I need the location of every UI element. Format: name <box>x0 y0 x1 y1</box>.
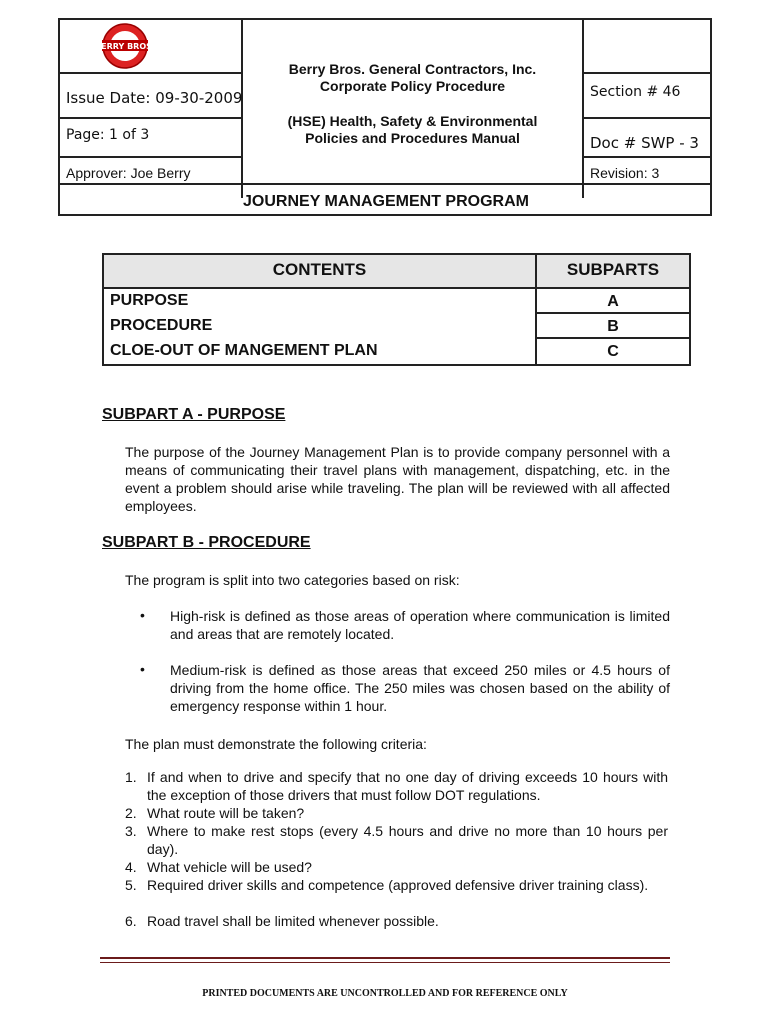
contents-table <box>102 253 691 366</box>
subpart-b-heading: SUBPART B - PROCEDURE <box>102 534 311 551</box>
subpart-a-heading: SUBPART A - PURPOSE <box>102 406 286 423</box>
row-label: PROCEDURE <box>104 314 537 339</box>
footer-notice: PRINTED DOCUMENTS ARE UNCONTROLLED AND FOR REFERENCE ONLY <box>202 988 568 999</box>
criteria-number: 2. <box>125 805 137 821</box>
criteria-number: 6. <box>125 913 137 929</box>
row-subpart: C <box>607 343 619 360</box>
page-indicator: Page: 1 of 3 <box>66 127 150 143</box>
table-row <box>104 289 689 314</box>
criteria-number: 1. <box>125 769 137 785</box>
table-header-row <box>104 255 689 289</box>
row-subpart: B <box>537 314 689 339</box>
company-logo <box>90 22 160 72</box>
criteria-item: Where to make rest stops (every 4.5 hours and drive no more than 10 hours per day). <box>147 823 668 857</box>
row-label: PURPOSE <box>104 289 537 314</box>
policy-type: Corporate Policy Procedure <box>319 78 506 94</box>
criteria-intro: The plan must demonstrate the following criteria: <box>125 736 427 752</box>
criteria-item: What route will be taken? <box>147 805 305 821</box>
subpart-a-text: The purpose of the Journey Management Plan is to provide company personnel with a means of communicating their travel plans with management, dispatching, etc. in the event a problem should arise while traveling. The plan will be reviewed with all affected employees. <box>125 444 670 514</box>
subpart-b-intro: The program is split into two categories based on risk: <box>125 572 460 588</box>
contents-header: CONTENTS <box>104 255 537 287</box>
bullet-medium-risk: Medium-risk is defined as those areas that exceed 250 miles or 4.5 hours of driving from the home office. The 250 miles was chosen based on the ability of emergency response within 1 hour. <box>170 662 670 714</box>
criteria-number: 4. <box>125 859 137 875</box>
bullet-icon: • <box>140 607 145 623</box>
company-block <box>243 61 582 95</box>
document-title: JOURNEY MANAGEMENT PROGRAM <box>243 193 529 210</box>
subparts-header: SUBPARTS <box>566 260 660 279</box>
table-row <box>104 339 689 364</box>
criteria-item: If and when to drive and specify that no one day of driving exceeds 10 hours with the exception of those drivers that must follow DOT regulations. <box>147 769 668 803</box>
row-label: CLOE-OUT OF MANGEMENT PLAN <box>104 339 537 364</box>
header-underline <box>58 214 128 216</box>
criteria-item: Required driver skills and competence (approved defensive driver training class). <box>147 877 649 893</box>
manual-name-line1: (HSE) Health, Safety & Environmental <box>287 113 538 129</box>
manual-block <box>243 113 582 147</box>
row-subpart: A <box>537 289 689 314</box>
manual-name-line2: Policies and Procedures Manual <box>305 130 520 146</box>
section-number: Section # 46 <box>590 84 681 100</box>
criteria-number: 3. <box>125 823 137 839</box>
table-row <box>104 314 689 339</box>
criteria-item: Road travel shall be limited whenever possible. <box>147 913 439 929</box>
bullet-high-risk: High-risk is defined as those areas of operation where communication is limited and areas that are remotely located. <box>170 608 670 642</box>
criteria-number: 5. <box>125 877 137 893</box>
revision: Revision: 3 <box>590 165 660 181</box>
bullet-icon: • <box>140 661 145 677</box>
criteria-item: What vehicle will be used? <box>147 859 312 875</box>
footer-rule-thin <box>100 962 670 963</box>
document-header <box>58 18 712 216</box>
logo-text: BERRY BROS. <box>95 42 155 51</box>
company-name: Berry Bros. General Contractors, Inc. <box>288 61 537 77</box>
document-number: Doc # SWP - 3 <box>590 134 699 152</box>
footer-rule <box>100 957 670 959</box>
approver: Approver: Joe Berry <box>66 165 191 181</box>
issue-date: Issue Date: 09-30-2009 <box>66 89 243 107</box>
